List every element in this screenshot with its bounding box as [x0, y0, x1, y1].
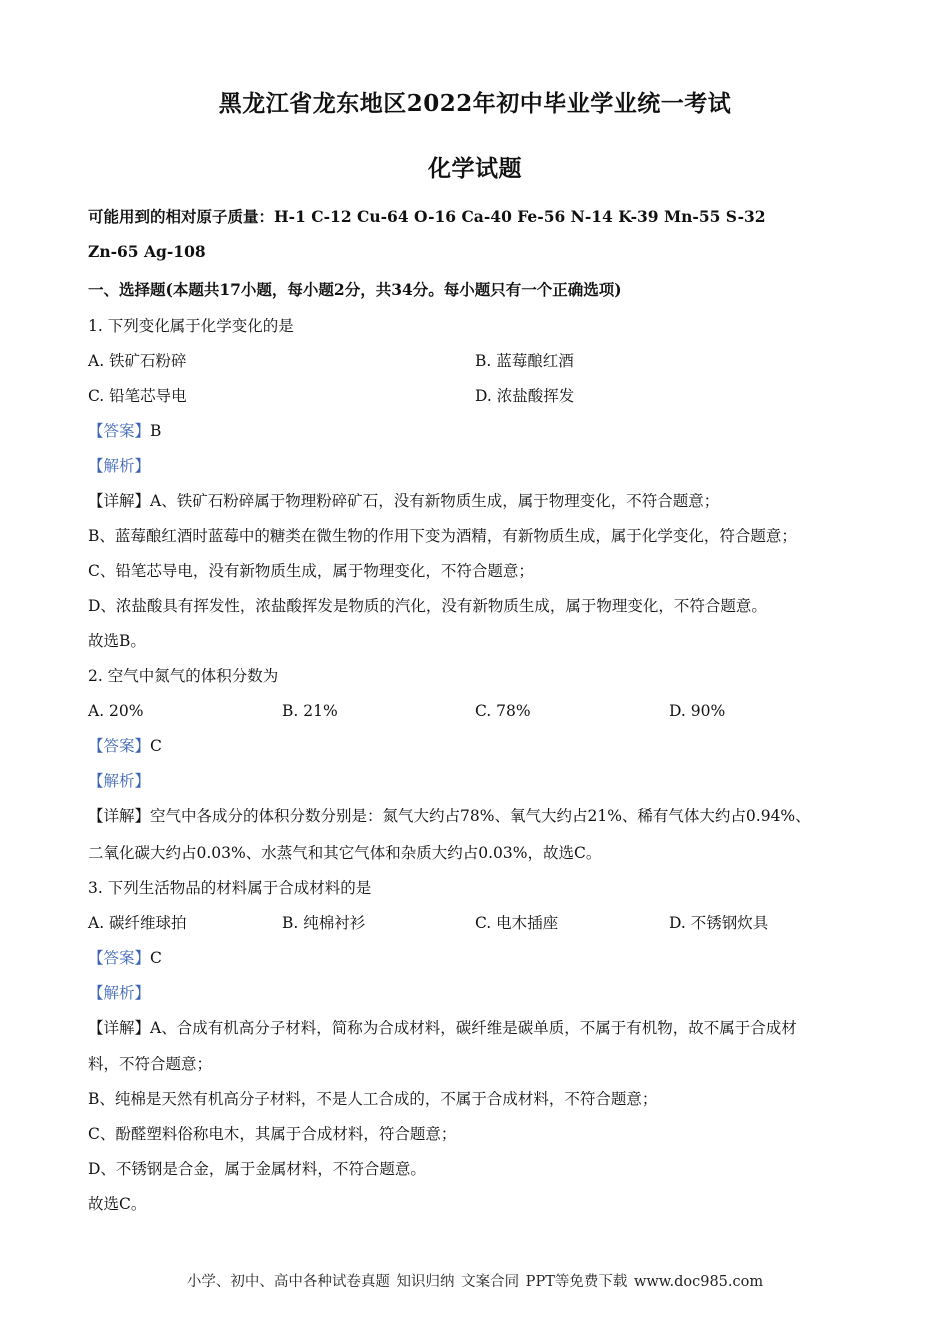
- detail-tag: 【详解】: [88, 807, 151, 825]
- q3-option-b: B. 纯棉衬衫: [282, 914, 366, 932]
- exam-subtitle: 化学试题: [428, 155, 522, 182]
- q1-detail-1-text: A、铁矿石粉碎属于物理粉碎矿石，没有新物质生成，属于物理变化，不符合题意；: [150, 492, 720, 510]
- q3-option-a: A. 碳纤维球拍: [88, 914, 187, 932]
- q2-stem: 2. 空气中氮气的体积分数为: [88, 667, 279, 685]
- q3-analysis-tag: 【解析】: [88, 984, 151, 1002]
- detail-tag: 【详解】: [88, 1019, 151, 1037]
- answer-tag: 【答案】: [88, 949, 151, 967]
- q2-answer-value: C: [150, 737, 162, 755]
- q1-option-b: B. 蓝莓酿红酒: [475, 352, 574, 370]
- q1-option-a: A. 铁矿石粉碎: [88, 352, 187, 370]
- q3-conclusion: 故选C。: [88, 1195, 147, 1213]
- q2-analysis-tag: 【解析】: [88, 772, 151, 790]
- q1-answer-value: B: [150, 422, 162, 440]
- exam-title: 黑龙江省龙东地区2022年初中毕业学业统一考试: [218, 90, 732, 117]
- q3-detail-4: D、不锈钢是合金，属于金属材料，不符合题意。: [88, 1160, 426, 1178]
- q2-option-a: A. 20%: [88, 702, 144, 720]
- q2-detail-1-text: 空气中各成分的体积分数分别是：氮气大约占78%、氧气大约占21%、稀有气体大约占0.94%、: [150, 807, 811, 825]
- q1-detail-3: C、铅笔芯导电，没有新物质生成，属于物理变化，不符合题意；: [88, 562, 534, 580]
- q3-detail-1-text: A、合成有机高分子材料，简称为合成材料，碳纤维是碳单质，不属于有机物，故不属于合成材: [150, 1019, 797, 1037]
- q1-detail-2: B、蓝莓酿红酒时蓝莓中的糖类在微生物的作用下变为酒精，有新物质生成，属于化学变化，符合题意；: [88, 527, 797, 545]
- q1-answer: [88, 421, 161, 441]
- page-footer: 小学、初中、高中各种试卷真题 知识归纳 文案合同 PPT等免费下载 www.doc985.com: [186, 1274, 764, 1290]
- q3-detail-2: B、纯棉是天然有机高分子材料，不是人工合成的，不属于合成材料，不符合题意；: [88, 1090, 658, 1108]
- answer-tag: 【答案】: [88, 737, 151, 755]
- q1-detail-4: D、浓盐酸具有挥发性，浓盐酸挥发是物质的汽化，没有新物质生成，属于物理变化，不符合题意。: [88, 597, 767, 615]
- answer-tag: 【答案】: [88, 422, 151, 440]
- section-heading: 一、选择题(本题共17小题，每小题2分，共34分。每小题只有一个正确选项): [88, 280, 622, 299]
- detail-tag: 【详解】: [88, 492, 151, 510]
- q1-stem: 1. 下列变化属于化学变化的是: [88, 317, 294, 335]
- atomic-mass-line-2: Zn-65 Ag-108: [88, 242, 206, 261]
- q3-option-d: D. 不锈钢炊具: [669, 914, 769, 932]
- atomic-mass-line-1: 可能用到的相对原子质量：H-1 C-12 Cu-64 O-16 Ca-40 Fe-56 N-14 K-39 Mn-55 S-32: [88, 207, 766, 226]
- q1-option-c: C. 铅笔芯导电: [88, 387, 187, 405]
- q2-option-b: B. 21%: [282, 702, 338, 720]
- q3-detail-3: C、酚醛塑料俗称电木，其属于合成材料，符合题意；: [88, 1125, 457, 1143]
- q3-option-c: C. 电木插座: [475, 914, 559, 932]
- q2-detail-1: [88, 806, 811, 826]
- q1-conclusion: 故选B。: [88, 632, 146, 650]
- q1-analysis-tag: 【解析】: [88, 457, 151, 475]
- q1-detail-1: [88, 491, 719, 511]
- q3-detail-1b: 料，不符合题意；: [88, 1055, 213, 1073]
- q3-stem: 3. 下列生活物品的材料属于合成材料的是: [88, 879, 372, 897]
- q1-option-d: D. 浓盐酸挥发: [475, 387, 575, 405]
- q3-answer-value: C: [150, 949, 162, 967]
- q3-detail-1: [88, 1018, 797, 1038]
- q2-answer: [88, 736, 162, 756]
- q2-detail-2: 二氧化碳大约占0.03%、水蒸气和其它气体和杂质大约占0.03%，故选C。: [88, 844, 602, 862]
- q2-option-c: C. 78%: [475, 702, 531, 720]
- q2-option-d: D. 90%: [669, 702, 726, 720]
- q3-answer: [88, 948, 162, 968]
